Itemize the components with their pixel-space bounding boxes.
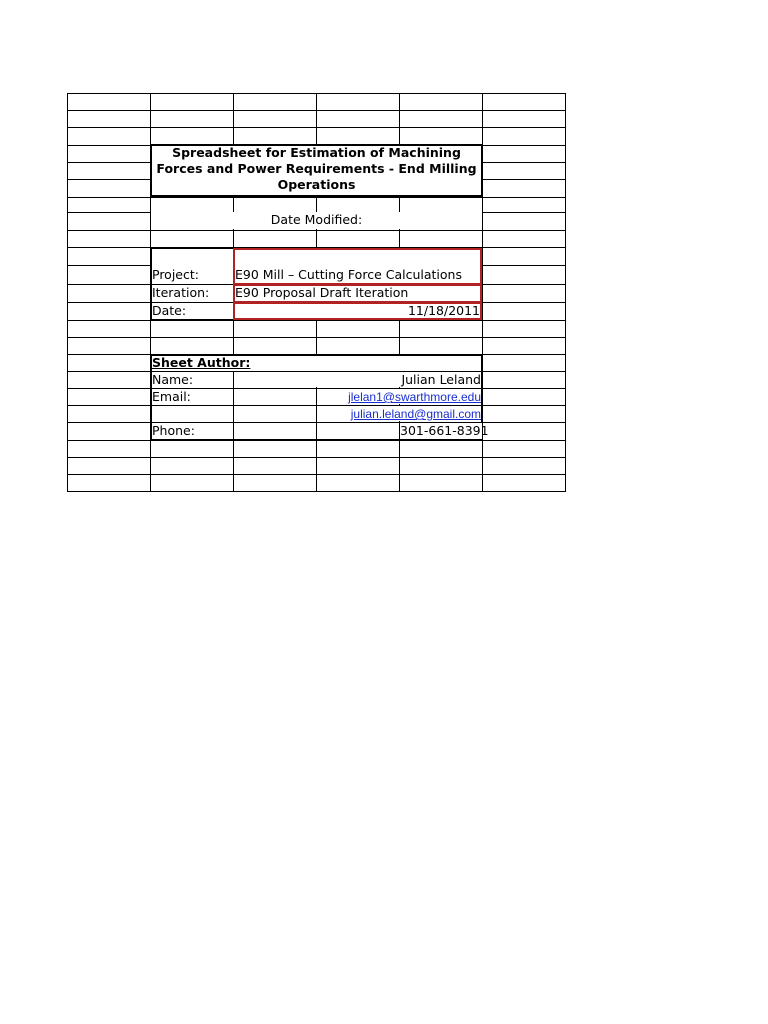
sheet-title — [151, 145, 482, 193]
title-line-2: Forces and Power Requirements - End Milling — [156, 161, 477, 176]
name-value: Julian Leland — [401, 372, 481, 387]
title-line-1: Spreadsheet for Estimation of Machining — [172, 145, 461, 160]
date-label: Date: — [152, 303, 187, 318]
phone-label: Phone: — [152, 423, 195, 438]
email-label: Email: — [152, 389, 191, 404]
grid-col-line — [565, 93, 566, 492]
name-label: Name: — [152, 372, 194, 387]
grid-col-line — [67, 93, 68, 492]
iteration-value: E90 Proposal Draft Iteration — [235, 285, 409, 300]
iteration-label: Iteration: — [152, 285, 210, 300]
project-value: E90 Mill – Cutting Force Calculations — [235, 267, 462, 282]
email-link-1[interactable]: jlelan1@swarthmore.edu — [348, 390, 481, 404]
email-link-2[interactable]: julian.leland@gmail.com — [350, 407, 481, 421]
date-value: 11/18/2011 — [407, 303, 480, 318]
phone-value: 301-661-8391 — [400, 423, 489, 438]
project-label: Project: — [152, 267, 199, 282]
sheet-author-heading: Sheet Author: — [152, 355, 251, 370]
title-line-3: Operations — [277, 177, 356, 192]
date-modified-label: Date Modified: — [270, 212, 363, 227]
